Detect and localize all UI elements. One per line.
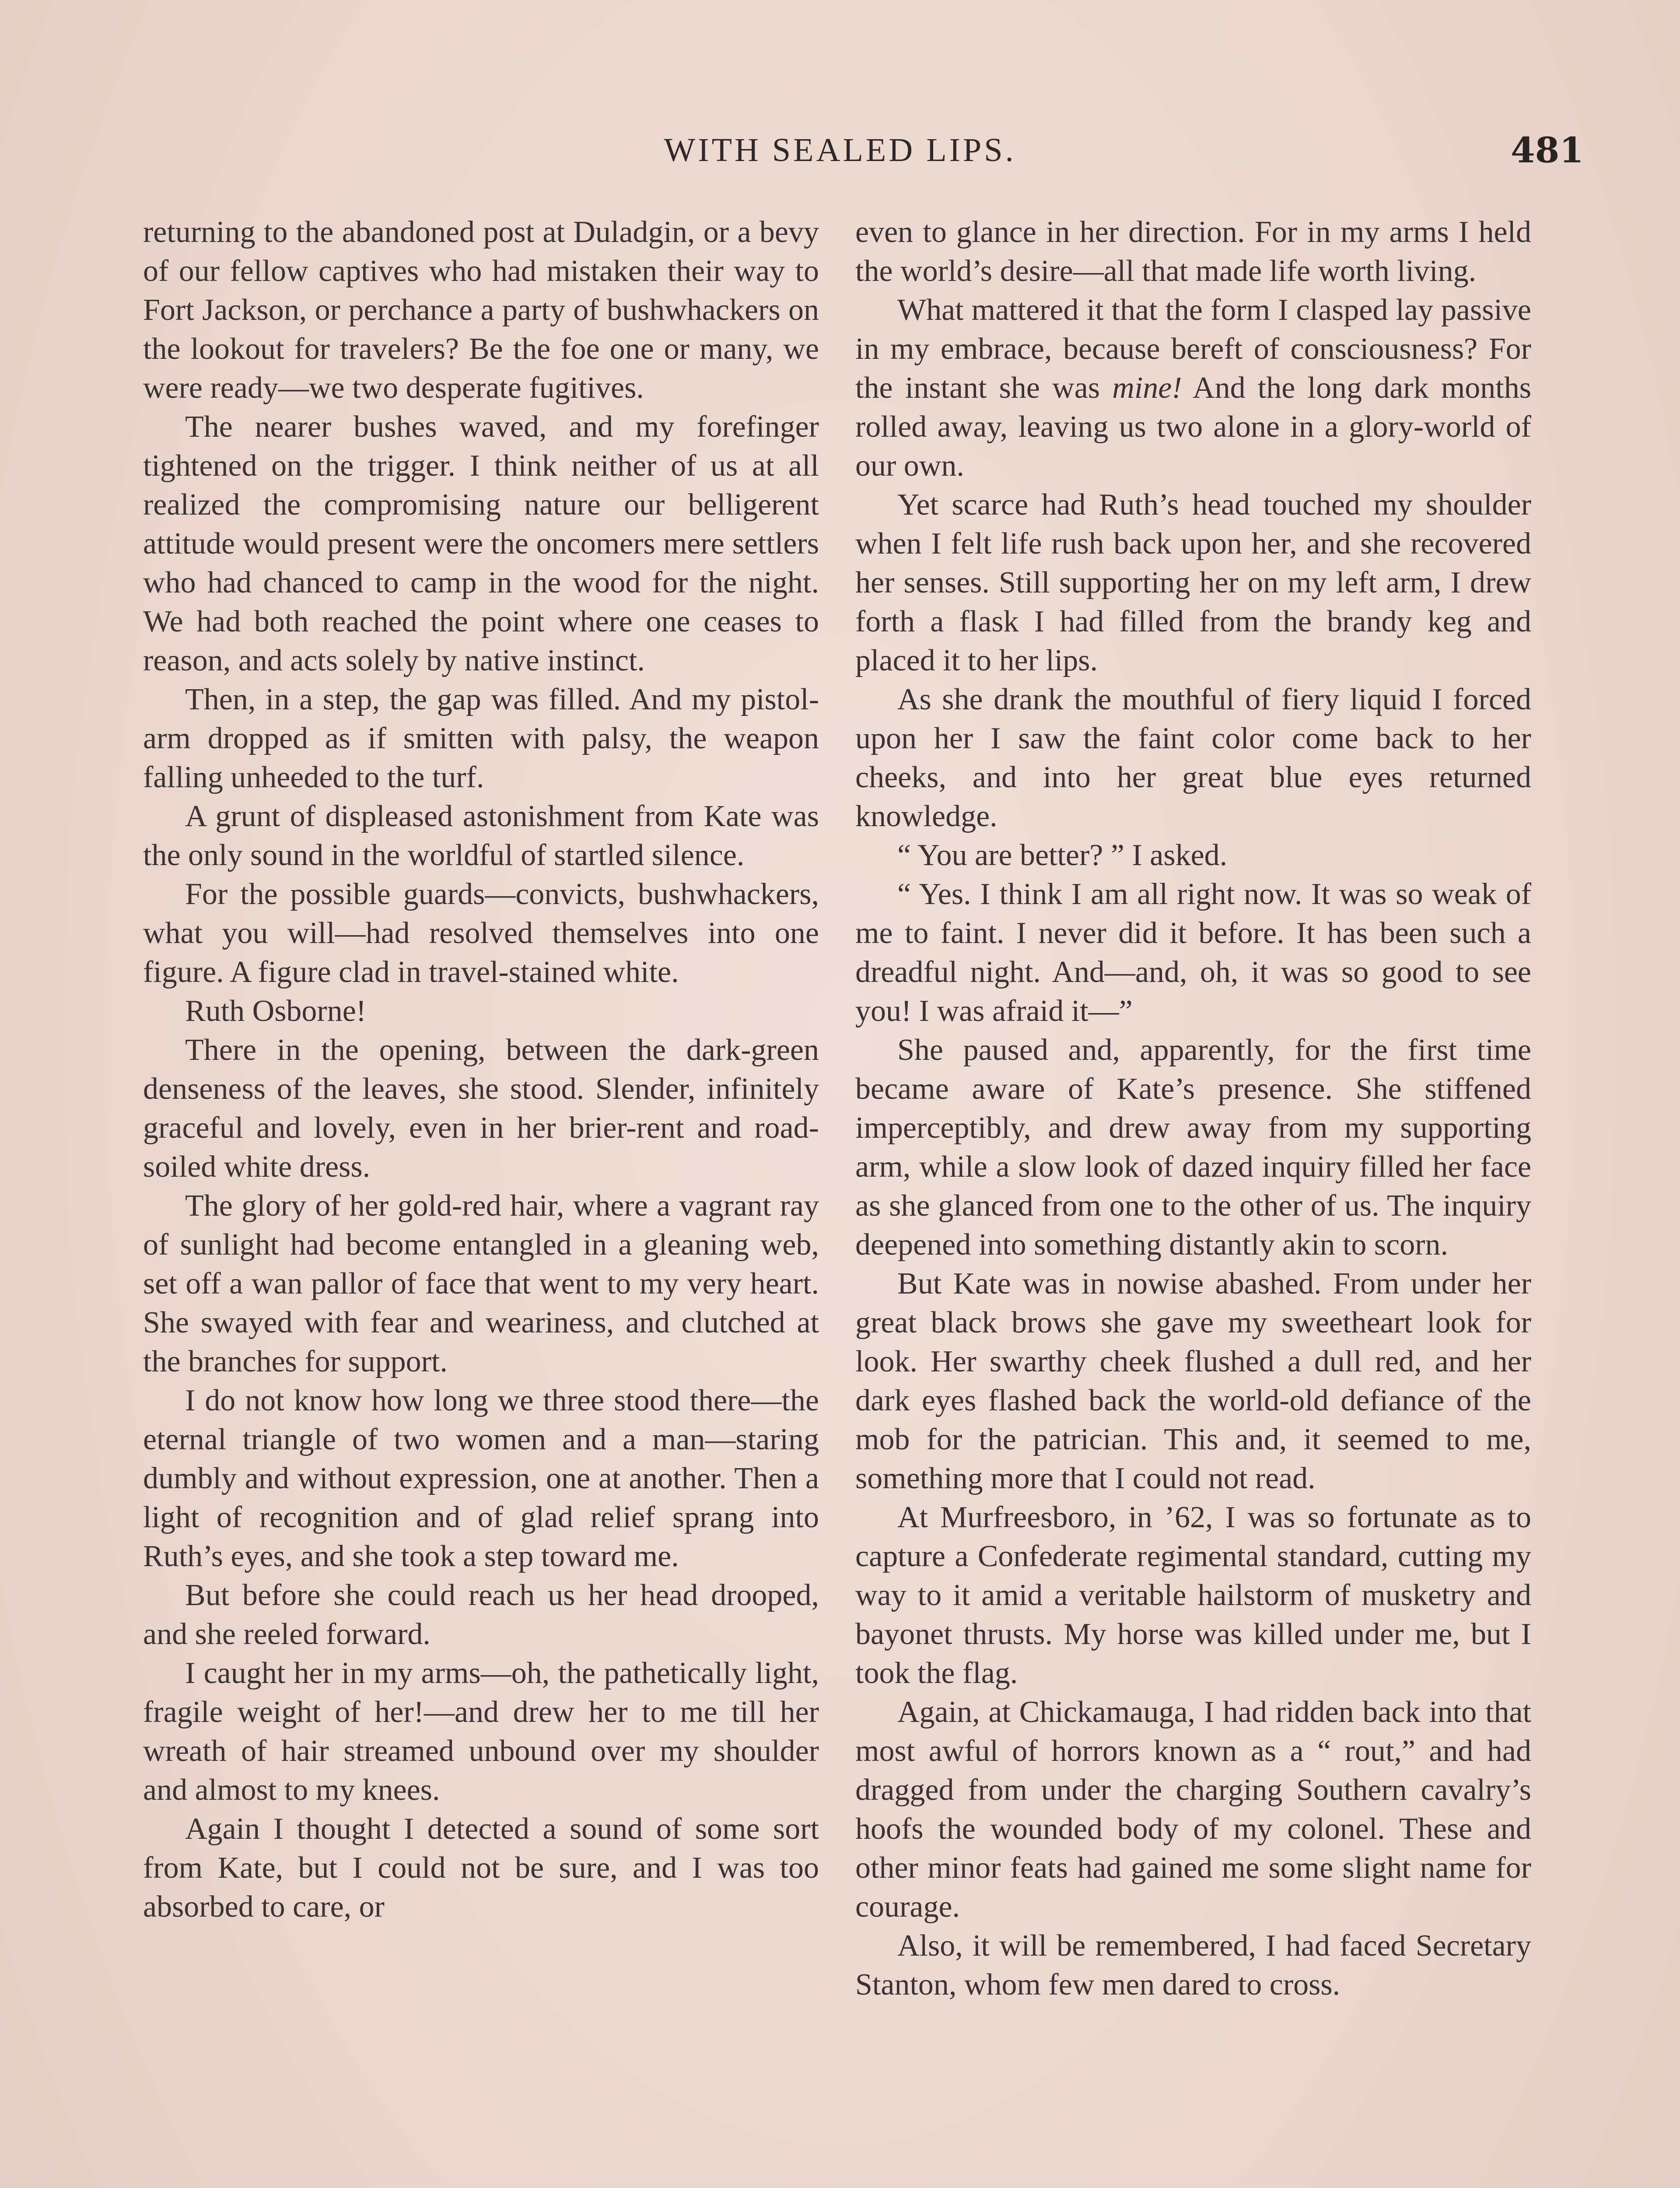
paragraph: “ Yes. I think I am all right now. It was so weak of me to faint. I never did it before. It has been such a dreadful night. And—and, oh, it was so good to see you! I was afraid it—” [855,877,1531,1028]
paragraph: even to glance in her direction. For in my arms I held the world’s desire—all that made life worth living. [855,215,1531,288]
paragraph: But before she could reach us her head drooped, and she reeled forward. [143,1578,819,1651]
paragraph: returning to the abandoned post at Duladgin, or a bevy of our fellow captives who had mistaken their way to Fort Jackson, or perchance a party of bushwhackers on the lookout for travelers? Be the foe one or many, we were ready—we two desperate fugitives. [143,215,819,405]
paragraph: But Kate was in nowise abashed. From under her great black brows she gave my sweetheart look for look. Her swarthy cheek flushed a dull red, and her dark eyes flashed back the world-old defiance of the mob for the patrician. This and, it seemed to me, something more that I could not read. [855,1267,1531,1495]
paragraph: There in the opening, between the dark-green denseness of the leaves, she stood. Slender, infinitely graceful and lovely, even in her brier-rent and road-soiled white dress. [143,1033,819,1184]
paragraph: Then, in a step, the gap was filled. And my pistol-arm dropped as if smitten with palsy, the weapon falling unheeded to the turf. [143,683,819,794]
running-head-title: WITH SEALED LIPS. [664,132,1016,168]
paragraph: Also, it will be remembered, I had faced Secretary Stanton, whom few men dared to cross. [855,1929,1531,2002]
left-text-column [143,213,819,1926]
paragraph: As she drank the mouthful of fiery liquid I forced upon her I saw the faint color come back to her cheeks, and into her great blue eyes returned knowledge. [855,683,1531,833]
paragraph: At Murfreesboro, in ’62, I was so fortunate as to capture a Confederate regimental standard, cutting my way to it amid a veritable hailstorm of musketry and bayonet thrusts. My horse was killed under me, but I took the flag. [855,1501,1531,1690]
page-number: 481 [1511,130,1584,171]
paragraph: Again I thought I detected a sound of some sort from Kate, but I could not be sure, and I was too absorbed to care, or [143,1812,819,1924]
paragraph: Again, at Chickamauga, I had ridden back into that most awful of horrors known as a “ rout,” and had dragged from under the charging Southern cavalry’s hoofs the wounded body of my colonel. These and other minor feats had gained me some slight name for courage. [855,1695,1531,1924]
paragraph: She paused and, apparently, for the first time became aware of Kate’s presence. She stiffened imperceptibly, and drew away from my supporting arm, while a slow look of dazed inquiry filled her face as she glanced from one to the other of us. The inquiry deepened into something distantly akin to scorn. [855,1033,1531,1262]
paragraph: For the possible guards—convicts, bushwhackers, what you will—had resolved themselves into one figure. A figure clad in travel-stained white. [143,877,819,989]
paragraph: The glory of her gold-red hair, where a vagrant ray of sunlight had become entangled in a gleaning web, set off a wan pallor of face that went to my very heart. She swayed with fear and weariness, and clutched at the branches for support. [143,1189,819,1378]
paragraph: What mattered it that the form I clasped lay passive in my embrace, because bereft of consciousness? For the instant she was mine! And the long dark months rolled away, leaving us two alone in a glory-world of our own. [855,293,1531,483]
paragraph: “ You are better? ” I asked. [897,838,1228,872]
paragraph: Ruth Osborne! [185,994,367,1028]
paragraph: A grunt of displeased astonishment from Kate was the only sound in the worldful of startled silence. [143,799,819,872]
paragraph: Yet scarce had Ruth’s head touched my shoulder when I felt life rush back upon her, and she recovered her senses. Still supporting her on my left arm, I drew forth a flask I had filled from the brandy keg and placed it to her lips. [855,488,1531,677]
paragraph: The nearer bushes waved, and my forefinger tightened on the trigger. I think neither of us at all realized the compromising nature our belligerent attitude would present were the oncomers mere settlers who had chanced to camp in the wood for the night. We had both reached the point where one ceases to reason, and acts solely by native instinct. [143,410,819,677]
paragraph: I do not know how long we three stood there—the eternal triangle of two women and a man—staring dumbly and without expression, one at another. Then a light of recognition and of glad relief sprang into Ruth’s eyes, and she took a step toward me. [143,1384,819,1573]
paragraph: I caught her in my arms—oh, the pathetically light, fragile weight of her!—and drew her to me till her wreath of hair streamed unbound over my shoulder and almost to my knees. [143,1656,819,1807]
right-text-column [855,213,1531,2004]
